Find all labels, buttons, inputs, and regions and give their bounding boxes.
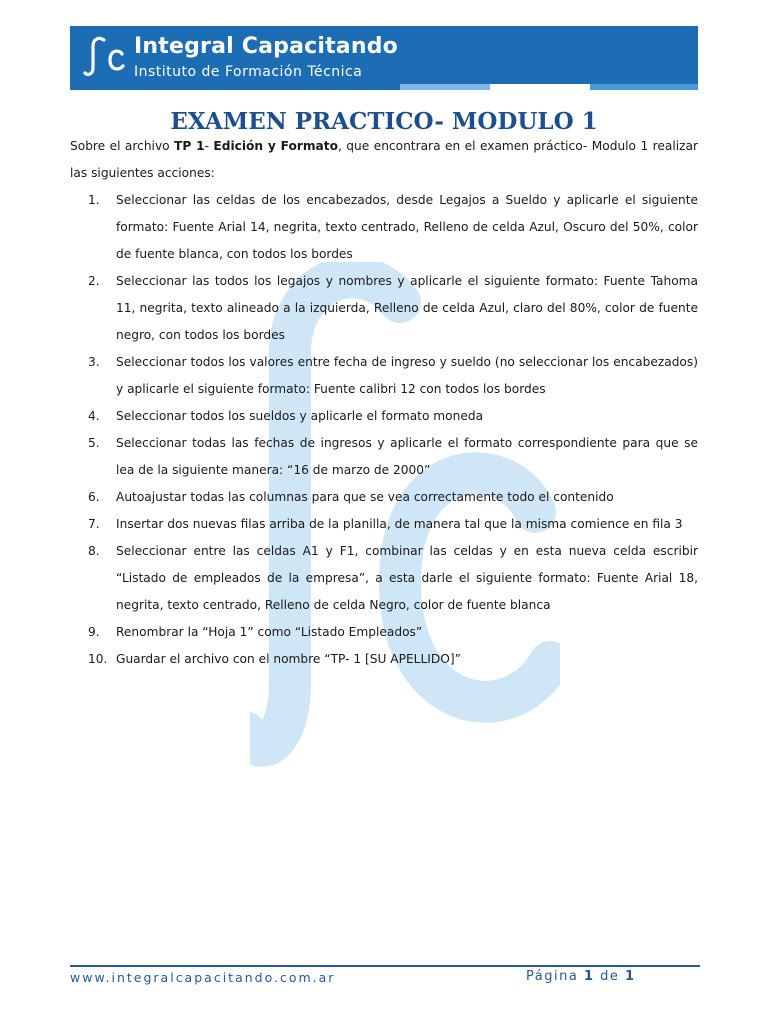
list-item-text: Seleccionar las celdas de los encabezados, desde Legajos a Sueldo y aplicarle el siguiente formato: Fuente Arial 14, negrita, texto centrado, Relleno de celda Azul, Oscuro del 50%, color de fuente blanca, con todos los bordes <box>116 193 698 261</box>
list-item <box>70 484 698 511</box>
list-item <box>70 403 698 430</box>
list-item-number: 6. <box>88 490 100 504</box>
header-banner <box>70 26 698 90</box>
intro-suffix: , que encontrara en el examen práctico- Modulo 1 realizar las siguientes acciones: <box>70 139 698 180</box>
list-item <box>70 538 698 619</box>
list-item-number: 5. <box>88 436 100 450</box>
document-body <box>70 133 698 673</box>
list-item-text: Insertar dos nuevas filas arriba de la planilla, de manera tal que la misma comience en fila 3 <box>116 517 683 531</box>
page-of: de <box>594 969 625 984</box>
footer-url-link[interactable]: www.integralcapacitando.com.ar <box>70 970 336 985</box>
list-item-number: 7. <box>88 517 100 531</box>
list-item-text: Seleccionar las todos los legajos y nombres y aplicarle el siguiente formato: Fuente Tahoma 11, negrita, texto alineado a la izquierda, Relleno de celda Azul, claro del 80%, color de fuente negro, con todos los bordes <box>116 274 698 342</box>
list-item-number: 2. <box>88 274 100 288</box>
task-list <box>70 187 698 673</box>
list-item-number: 10. <box>88 652 108 666</box>
list-item-text: Seleccionar todas las fechas de ingresos y aplicarle el formato correspondiente para que se lea de la siguiente manera: “16 de marzo de 2000” <box>116 436 698 477</box>
list-item <box>70 430 698 484</box>
list-item <box>70 511 698 538</box>
list-item <box>70 619 698 646</box>
intro-prefix: Sobre el archivo <box>70 139 175 153</box>
list-item <box>70 646 698 673</box>
list-item-number: 3. <box>88 355 100 369</box>
list-item <box>70 349 698 403</box>
list-item-number: 1. <box>88 193 100 207</box>
list-item <box>70 268 698 349</box>
header-stripe <box>70 84 698 90</box>
brand-subtitle: Instituto de Formación Técnica <box>134 64 363 80</box>
list-item-number: 9. <box>88 625 100 639</box>
page-total: 1 <box>625 969 636 984</box>
page-title: EXAMEN PRACTICO- MODULO 1 <box>170 108 598 135</box>
list-item-text: Seleccionar entre las celdas A1 y F1, combinar las celdas y en esta nueva celda escribir “Listado de empleados de la empresa”, a esta darle el siguiente formato: Fuente Arial 18, negrita, texto centrado, Relleno de celda Negro, color de fuente blanca <box>116 544 698 612</box>
intro-paragraph <box>70 133 698 187</box>
integral-logo-icon <box>82 34 128 80</box>
intro-dash: - <box>204 139 214 153</box>
page-current: 1 <box>583 969 595 984</box>
list-item-number: 8. <box>88 544 100 558</box>
list-item-text: Seleccionar todos los valores entre fecha de ingreso y sueldo (no seleccionar los encabezados) y aplicarle el siguiente formato: Fuente calibri 12 con todos los bordes <box>116 355 698 396</box>
list-item-text: Renombrar la “Hoja 1” como “Listado Empleados” <box>116 625 423 639</box>
intro-file-topic: Edición y Formato <box>213 139 338 153</box>
list-item-text: Guardar el archivo con el nombre “TP- 1 [SU APELLIDO]” <box>116 652 461 666</box>
page-number <box>526 969 636 984</box>
page-label: Página <box>526 969 584 984</box>
brand-title: Integral Capacitando <box>134 34 398 59</box>
intro-file-name: TP 1 <box>174 139 205 153</box>
list-item-text: Seleccionar todos los sueldos y aplicarle el formato moneda <box>116 409 484 423</box>
list-item <box>70 187 698 268</box>
list-item-text: Autoajustar todas las columnas para que se vea correctamente todo el contenido <box>116 490 614 504</box>
footer-divider <box>70 965 700 967</box>
list-item-number: 4. <box>88 409 100 423</box>
